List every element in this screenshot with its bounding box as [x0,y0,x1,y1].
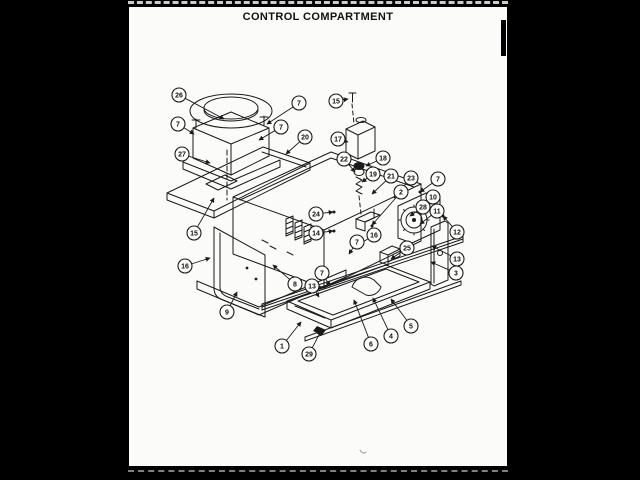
svg-text:16: 16 [370,232,378,240]
callout-17 [331,132,348,146]
callout-7 [267,96,306,124]
svg-text:14: 14 [312,230,320,238]
svg-text:15: 15 [332,98,340,106]
callout-7 [171,117,194,134]
svg-text:11: 11 [433,208,441,216]
front-bracket [214,227,265,317]
callout-15 [187,198,214,240]
callout-5 [391,299,418,333]
svg-text:18: 18 [379,155,387,163]
callout-1 [275,322,301,353]
svg-text:5: 5 [409,323,413,331]
svg-text:17: 17 [334,136,342,144]
callout-15 [329,94,348,108]
svg-text:7: 7 [436,176,440,184]
svg-text:8: 8 [293,281,297,289]
svg-text:9: 9 [225,309,229,317]
spring-icon [356,177,362,194]
svg-text:1: 1 [280,343,284,351]
svg-text:7: 7 [176,121,180,129]
svg-text:3: 3 [454,270,458,278]
callout-7 [349,235,364,254]
svg-text:7: 7 [279,124,283,132]
svg-text:10: 10 [429,194,437,202]
svg-text:2: 2 [399,189,403,197]
callout-16 [178,258,210,273]
callout-12 [443,216,464,239]
svg-text:22: 22 [340,156,348,164]
screw-icon [192,119,200,128]
callout-14 [309,226,333,240]
svg-text:21: 21 [387,173,395,181]
svg-text:7: 7 [320,270,324,278]
svg-text:13: 13 [308,283,316,291]
screw-icon [349,93,356,102]
page-title: CONTROL COMPARTMENT [242,11,394,23]
svg-text:26: 26 [175,92,183,100]
svg-text:13: 13 [453,256,461,264]
callout-20 [286,130,312,154]
svg-text:12: 12 [453,229,461,237]
callout-24 [309,207,333,221]
svg-text:16: 16 [181,263,189,271]
callout-22 [337,152,355,172]
page-smudge [360,450,366,453]
solenoid-assembly [346,93,375,214]
svg-text:15: 15 [190,230,198,238]
callout-9 [220,292,237,319]
svg-text:7: 7 [355,239,359,247]
callout-7 [420,172,445,192]
svg-text:20: 20 [301,134,309,142]
svg-text:23: 23 [407,175,415,183]
callout-8 [273,265,302,291]
callout-6 [354,300,378,351]
svg-text:19: 19 [369,171,377,179]
svg-text:24: 24 [312,211,320,219]
svg-text:25: 25 [403,245,411,253]
callout-28 [410,200,430,216]
callout-29 [302,331,321,361]
svg-text:4: 4 [389,333,393,341]
svg-text:29: 29 [305,351,313,359]
svg-text:27: 27 [178,151,186,159]
svg-text:7: 7 [297,100,301,108]
svg-text:28: 28 [419,204,427,212]
svg-text:6: 6 [369,341,373,349]
callout-26 [172,88,224,119]
